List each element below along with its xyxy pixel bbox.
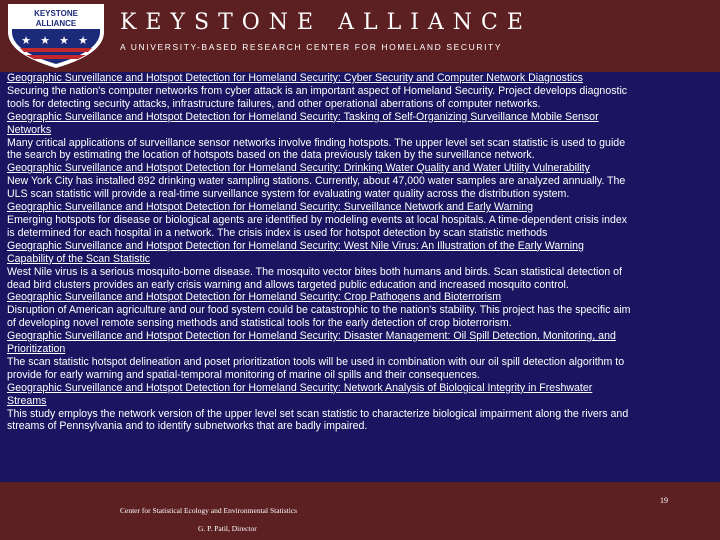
project-title-link[interactable]: Networks	[7, 123, 52, 136]
header-banner	[0, 0, 720, 72]
project-description-line: Securing the nation's computer networks from cyber attack is an important aspect of Homeland Security. Project develops diagnostic	[7, 84, 628, 97]
keystone-alliance-logo	[4, 2, 108, 70]
project-title-link[interactable]: Streams	[7, 394, 47, 407]
project-list	[7, 72, 713, 433]
footer-center-name: Center for Statistical Ecology and Environmental Statistics	[120, 506, 298, 515]
svg-text:★: ★	[40, 35, 50, 47]
project-description-line: streams of Pennsylvania and to identify subnetworks that are badly impaired.	[7, 420, 368, 433]
project-title-link[interactable]: Prioritization	[7, 343, 66, 356]
project-description-line: of developing novel remote sensing methods and statistical tools for the early detection of crop bioterrorism.	[7, 317, 512, 330]
project-description-line: New York City has installed 892 drinking water sampling stations. Currently, about 47,000 water samples are analyzed annually. The	[7, 175, 626, 188]
project-title-link[interactable]: Capability of the Scan Statistic	[7, 252, 151, 265]
svg-text:★: ★	[21, 35, 31, 47]
project-description-line: This study employs the network version of the upper level set scan statistic to characterize biological impairment along the rivers and	[7, 407, 629, 420]
project-title-link[interactable]: Geographic Surveillance and Hotspot Detection for Homeland Security: Network Analysis of Biological Integrity in Freshwater	[7, 381, 593, 394]
project-description-line: the search by estimating the location of hotspots based on the data previously taken by the surveillance network.	[7, 149, 535, 162]
project-description-line: ULS scan statistic will provide a real-time surveillance system for evaluating water quality across the distribution system.	[7, 188, 570, 201]
project-description-line: The scan statistic hotspot delineation and poset prioritization tools will be used in combination with our oil spill detection algorithm to	[7, 355, 625, 368]
project-title-link[interactable]: Geographic Surveillance and Hotspot Detection for Homeland Security: West Nile Virus: An Illustration of the Early Warning	[7, 239, 584, 252]
project-title-link[interactable]: Geographic Surveillance and Hotspot Detection for Homeland Security: Tasking of Self-Organizing Surveillance Mobile Sensor	[7, 110, 599, 123]
project-description-line: dead bird clusters provides an early crisis warning and allows targeted public education and increased mosquito control.	[7, 278, 569, 291]
page-number: 19	[660, 496, 668, 505]
project-title-link[interactable]: Geographic Surveillance and Hotspot Detection for Homeland Security: Drinking Water Quality and Water Utility Vulnerability	[7, 162, 590, 175]
project-description-line: provide for early warning and spatial-temporal monitoring of marine oil spills and their consequences.	[7, 368, 480, 381]
project-description-line: is determined for each hospital in a network. The crisis index is used for hotspot detection by scan statistic methods	[7, 226, 548, 239]
footer-banner	[0, 482, 720, 540]
project-description-line: Emerging hotspots for disease or biological agents are identified by modeling events at local hospitals. A time-dependent crisis index	[7, 213, 628, 226]
svg-text:★: ★	[78, 35, 88, 47]
brand-title: KEYSTONE ALLIANCE	[120, 10, 532, 35]
project-description-line: Disruption of American agriculture and our food system could be catastrophic to the nation's stability. This project has the specific aim	[7, 304, 631, 317]
project-title-link[interactable]: Geographic Surveillance and Hotspot Detection for Homeland Security: Cyber Security and Computer Network Diagnostics	[7, 72, 583, 84]
project-description-line: West Nile virus is a serious mosquito-borne disease. The mosquito vector bites both humans and birds. Scan statistical detection of	[7, 265, 622, 278]
project-title-link[interactable]: Geographic Surveillance and Hotspot Detection for Homeland Security: Disaster Management: Oil Spill Detection, Monitoring, and	[7, 330, 616, 343]
svg-text:★: ★	[59, 35, 69, 47]
project-description-line: Many critical applications of surveillance sensor networks involve finding hotspots. The upper level set scan statistic is used to guide	[7, 136, 626, 149]
project-title-link[interactable]: Geographic Surveillance and Hotspot Detection for Homeland Security: Crop Pathogens and Bioterrorism	[7, 291, 502, 304]
logo-line2: ALLIANCE	[35, 19, 77, 28]
slide-content	[0, 72, 720, 482]
logo-line1: KEYSTONE	[34, 9, 78, 18]
footer-director: G. P. Patil, Director	[198, 524, 257, 533]
brand-subtitle: A UNIVERSITY-BASED RESEARCH CENTER FOR HOMELAND SECURITY	[120, 42, 503, 52]
project-description-line: tools for detecting security attacks, infrastructure failures, and other operational aberrations of computer networks.	[7, 97, 541, 110]
project-title-link[interactable]: Geographic Surveillance and Hotspot Detection for Homeland Security: Surveillance Network and Early Warning	[7, 201, 534, 214]
